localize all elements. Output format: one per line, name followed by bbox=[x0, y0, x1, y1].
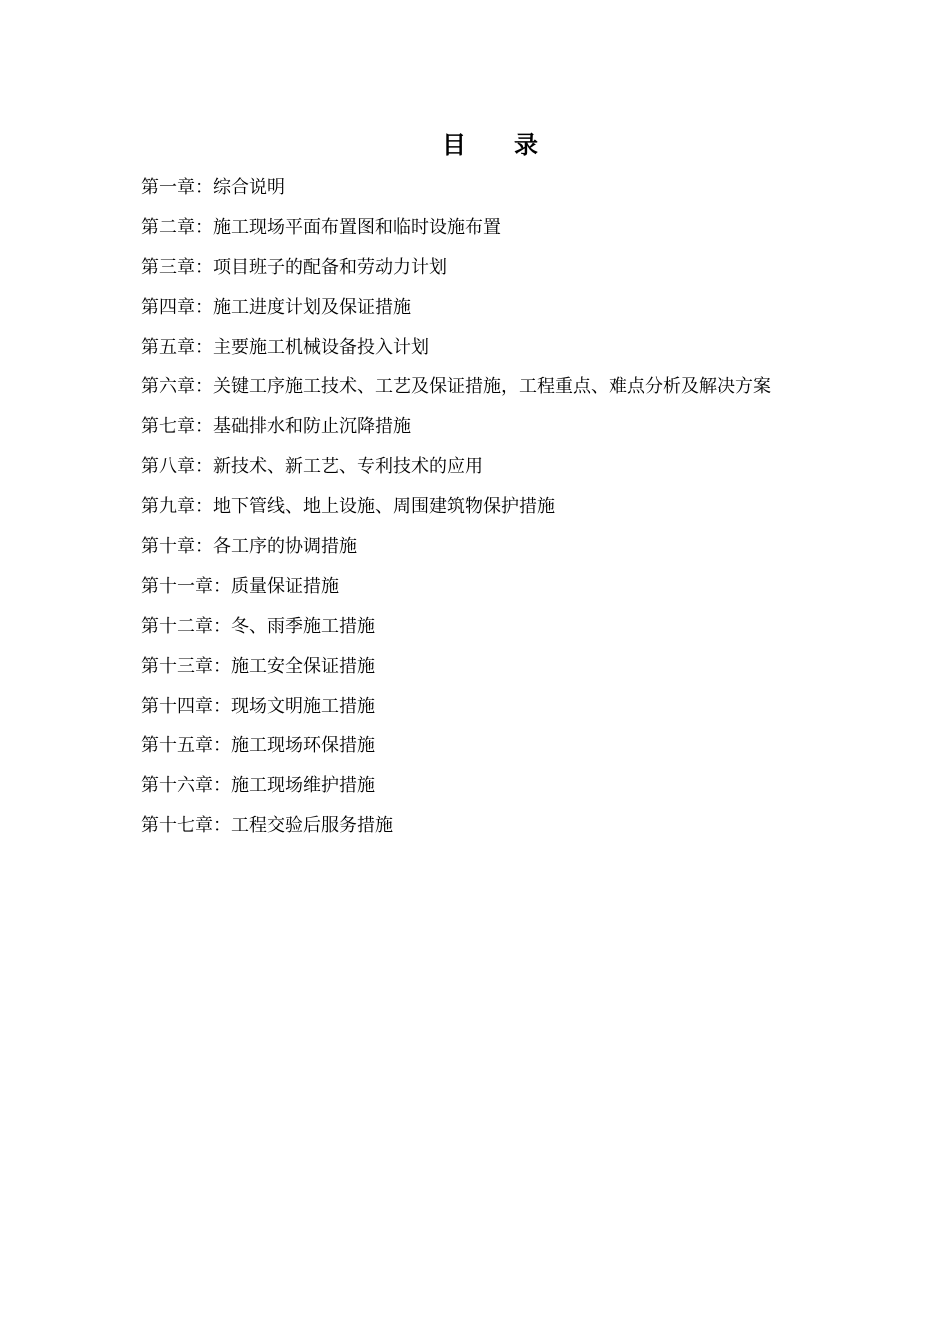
toc-title: 目 录 bbox=[442, 130, 538, 159]
toc-entry-chapter-6: 第六章：关键工序施工技术、工艺及保证措施，工程重点、难点分析及解决方案 bbox=[141, 376, 771, 398]
toc-entry-chapter-9: 第九章：地下管线、地上设施、周围建筑物保护措施 bbox=[141, 496, 555, 518]
toc-entry-chapter-7: 第七章：基础排水和防止沉降措施 bbox=[141, 416, 411, 438]
toc-entry-chapter-16: 第十六章：施工现场维护措施 bbox=[141, 775, 375, 797]
toc-entry-chapter-4: 第四章：施工进度计划及保证措施 bbox=[141, 296, 411, 318]
toc-entry-chapter-1: 第一章：综合说明 bbox=[141, 177, 285, 198]
toc-entry-chapter-11: 第十一章：质量保证措施 bbox=[141, 575, 339, 597]
toc-entry-chapter-15: 第十五章：施工现场环保措施 bbox=[141, 735, 375, 757]
toc-entry-chapter-3: 第三章：项目班子的配备和劳动力计划 bbox=[141, 256, 447, 278]
toc-entry-chapter-17: 第十七章：工程交验后服务措施 bbox=[141, 815, 393, 837]
toc-entry-chapter-12: 第十二章：冬、雨季施工措施 bbox=[141, 615, 375, 637]
toc-entry-chapter-13: 第十三章：施工安全保证措施 bbox=[141, 655, 375, 677]
toc-entry-chapter-10: 第十章：各工序的协调措施 bbox=[141, 536, 357, 558]
toc-entry-chapter-14: 第十四章：现场文明施工措施 bbox=[141, 695, 375, 717]
toc-list bbox=[141, 171, 771, 849]
toc-entry-chapter-5: 第五章：主要施工机械设备投入计划 bbox=[141, 336, 429, 358]
toc-entry-chapter-2: 第二章：施工现场平面布置图和临时设施布置 bbox=[141, 216, 501, 238]
toc-entry-chapter-8: 第八章：新技术、新工艺、专利技术的应用 bbox=[141, 456, 483, 478]
